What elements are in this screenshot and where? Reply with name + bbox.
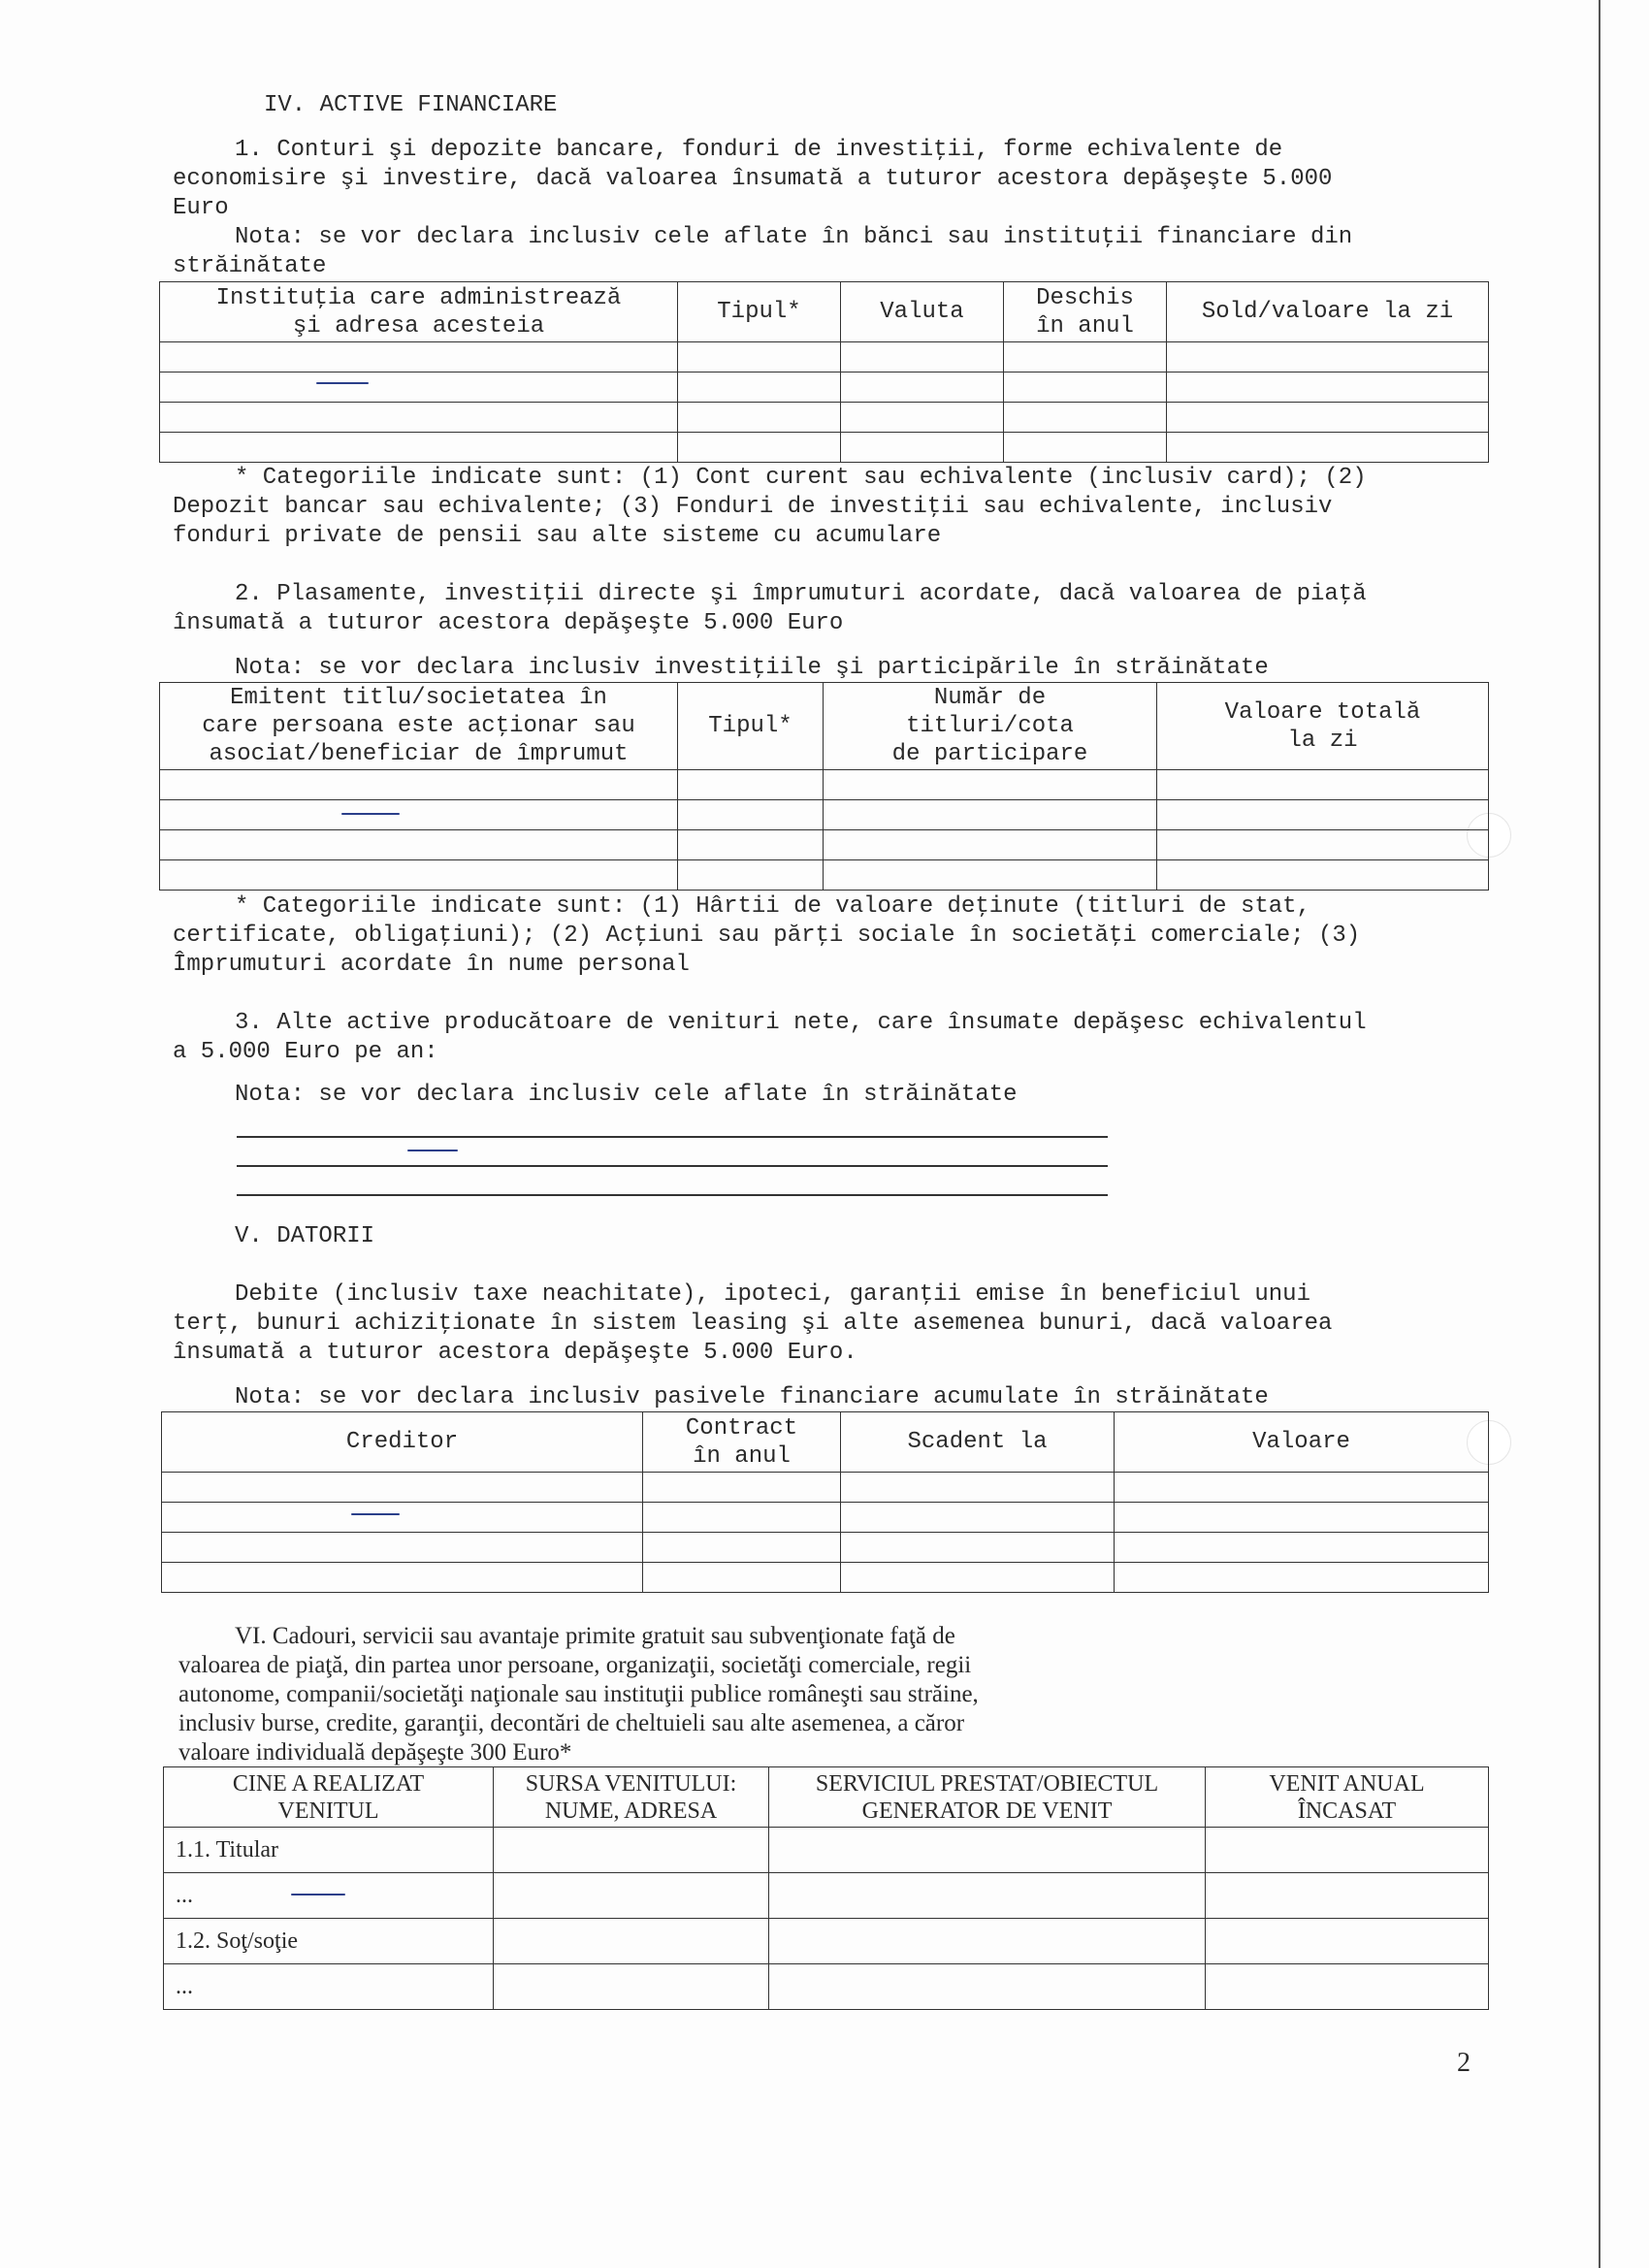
table3-header-due: Scadent la bbox=[841, 1412, 1115, 1473]
table-row bbox=[164, 1828, 1489, 1873]
table4-header-income: VENIT ANUAL ÎNCASAT bbox=[1206, 1767, 1489, 1828]
blank-line bbox=[237, 1194, 1108, 1196]
p1-note-line-2: străinătate bbox=[173, 253, 327, 279]
section-vi-line-2: valoarea de piaţă, din partea unor persoane, organizaţii, societăţi comerciale, regii bbox=[178, 1652, 972, 1678]
table1-header-currency: Valuta bbox=[841, 282, 1004, 342]
table-row bbox=[160, 770, 1489, 800]
p2-line-2: însumată a tuturor acestora depăşeşte 5.000 Euro bbox=[173, 610, 844, 636]
table4-header-source: SURSA VENITULUI: NUME, ADRESA bbox=[494, 1767, 769, 1828]
table-row bbox=[160, 342, 1489, 373]
p2-note: Nota: se vor declara inclusiv investiţiile şi participările în străinătate bbox=[235, 655, 1269, 681]
table2-header-shares: Număr de titluri/cota de participare bbox=[824, 683, 1157, 770]
p3-line-1: 3. Alte active producătoare de venituri nete, care însumate depăşesc echivalentul bbox=[235, 1010, 1367, 1036]
p2-line-1: 2. Plasamente, investiţii directe şi împrumuturi acordate, dacă valoarea de piaţă bbox=[235, 581, 1367, 607]
handwritten-dash bbox=[407, 1150, 458, 1151]
table1-footnote-line-3: fonduri private de pensii sau alte sisteme cu acumulare bbox=[173, 523, 942, 549]
table2-footnote-line-1: * Categoriile indicate sunt: (1) Hârtii de valoare deţinute (titluri de stat, bbox=[235, 893, 1310, 920]
p3-line-2: a 5.000 Euro pe an: bbox=[173, 1039, 438, 1065]
handwritten-dash bbox=[316, 382, 369, 384]
table-row bbox=[160, 433, 1489, 463]
table1-header-institution: Instituţia care administrează şi adresa acesteia bbox=[160, 282, 678, 342]
table-row bbox=[164, 1964, 1489, 2010]
section-v-note: Nota: se vor declara inclusiv pasivele financiare acumulate în străinătate bbox=[235, 1384, 1269, 1410]
table-row bbox=[160, 403, 1489, 433]
section-v-line-1: Debite (inclusiv taxe neachitate), ipoteci, garanţii emise în beneficiul unui bbox=[235, 1281, 1310, 1308]
gifts-table bbox=[163, 1766, 1489, 2010]
table4-header-who: CINE A REALIZAT VENITUL bbox=[164, 1767, 494, 1828]
investments-table bbox=[159, 682, 1489, 891]
table-row bbox=[162, 1503, 1489, 1533]
table-row bbox=[162, 1563, 1489, 1593]
table1-header-opened: Deschis în anul bbox=[1004, 282, 1167, 342]
p1-note-line-1: Nota: se vor declara inclusiv cele aflate în bănci sau instituţii financiare din bbox=[235, 224, 1353, 250]
table3-header-contract: Contract în anul bbox=[643, 1412, 841, 1473]
handwritten-dash bbox=[341, 813, 400, 815]
table-row bbox=[160, 830, 1489, 860]
table1-footnote-line-1: * Categoriile indicate sunt: (1) Cont curent sau echivalente (inclusiv card); (2) bbox=[235, 465, 1367, 491]
table-row bbox=[162, 1473, 1489, 1503]
section-iv-heading: IV. ACTIVE FINANCIARE bbox=[264, 92, 558, 118]
section-v-line-3: însumată a tuturor acestora depăşeşte 5.000 Euro. bbox=[173, 1340, 857, 1366]
p1-line-1: 1. Conturi şi depozite bancare, fonduri de investiţii, forme echivalente de bbox=[235, 137, 1283, 163]
table2-header-value: Valoare totală la zi bbox=[1157, 683, 1489, 770]
table-row bbox=[160, 373, 1489, 403]
table3-header-value: Valoare bbox=[1115, 1412, 1489, 1473]
debts-table bbox=[161, 1411, 1489, 1593]
row-label: ... bbox=[164, 1873, 494, 1919]
section-v-heading: V. DATORII bbox=[235, 1223, 375, 1249]
table-row bbox=[160, 860, 1489, 891]
table2-footnote-line-3: Împrumuturi acordate în nume personal bbox=[173, 952, 690, 978]
table2-header-type: Tipul* bbox=[678, 683, 824, 770]
table-row bbox=[160, 800, 1489, 830]
page-number: 2 bbox=[1457, 2048, 1471, 2078]
section-vi-line-4: inclusiv burse, credite, garanţii, decontări de cheltuieli sau alte asemenea, a căror bbox=[178, 1710, 965, 1736]
blank-line bbox=[237, 1165, 1108, 1167]
row-label: ... bbox=[164, 1964, 494, 2010]
section-vi-line-5: valoare individuală depăşeşte 300 Euro* bbox=[178, 1739, 572, 1766]
p1-line-3: Euro bbox=[173, 195, 229, 221]
table-row bbox=[164, 1873, 1489, 1919]
blank-line bbox=[237, 1136, 1108, 1138]
bank-accounts-table bbox=[159, 281, 1489, 463]
table3-header-creditor: Creditor bbox=[162, 1412, 643, 1473]
table2-header-issuer: Emitent titlu/societatea în care persoana este acţionar sau asociat/beneficiar de împrumut bbox=[160, 683, 678, 770]
handwritten-dash bbox=[351, 1513, 400, 1515]
table-row bbox=[164, 1919, 1489, 1964]
handwritten-dash bbox=[291, 1894, 345, 1895]
section-v-line-2: terţ, bunuri achiziţionate în sistem leasing şi alte asemenea bunuri, dacă valoarea bbox=[173, 1311, 1333, 1337]
row-label: 1.2. Soţ/soţie bbox=[164, 1919, 494, 1964]
table1-footnote-line-2: Depozit bancar sau echivalente; (3) Fonduri de investiţii sau echivalente, inclusiv bbox=[173, 494, 1333, 520]
table1-header-balance: Sold/valoare la zi bbox=[1167, 282, 1489, 342]
p3-note: Nota: se vor declara inclusiv cele aflate în străinătate bbox=[235, 1082, 1018, 1108]
section-vi-line-3: autonome, companii/societăţi naţionale sau instituţii publice româneşti sau străine, bbox=[178, 1681, 979, 1707]
p1-line-2: economisire şi investire, dacă valoarea însumată a tuturor acestora depăşeşte 5.000 bbox=[173, 166, 1333, 192]
row-label: 1.1. Titular bbox=[164, 1828, 494, 1873]
scan-edge bbox=[1599, 0, 1600, 2268]
table2-footnote-line-2: certificate, obligaţiuni); (2) Acţiuni sau părţi sociale în societăţi comerciale; (3) bbox=[173, 923, 1361, 949]
section-vi-line-1: VI. Cadouri, servicii sau avantaje primite gratuit sau subvenţionate faţă de bbox=[235, 1623, 955, 1649]
table4-header-service: SERVICIUL PRESTAT/OBIECTUL GENERATOR DE VENIT bbox=[769, 1767, 1206, 1828]
table1-header-type: Tipul* bbox=[678, 282, 841, 342]
table-row bbox=[162, 1533, 1489, 1563]
